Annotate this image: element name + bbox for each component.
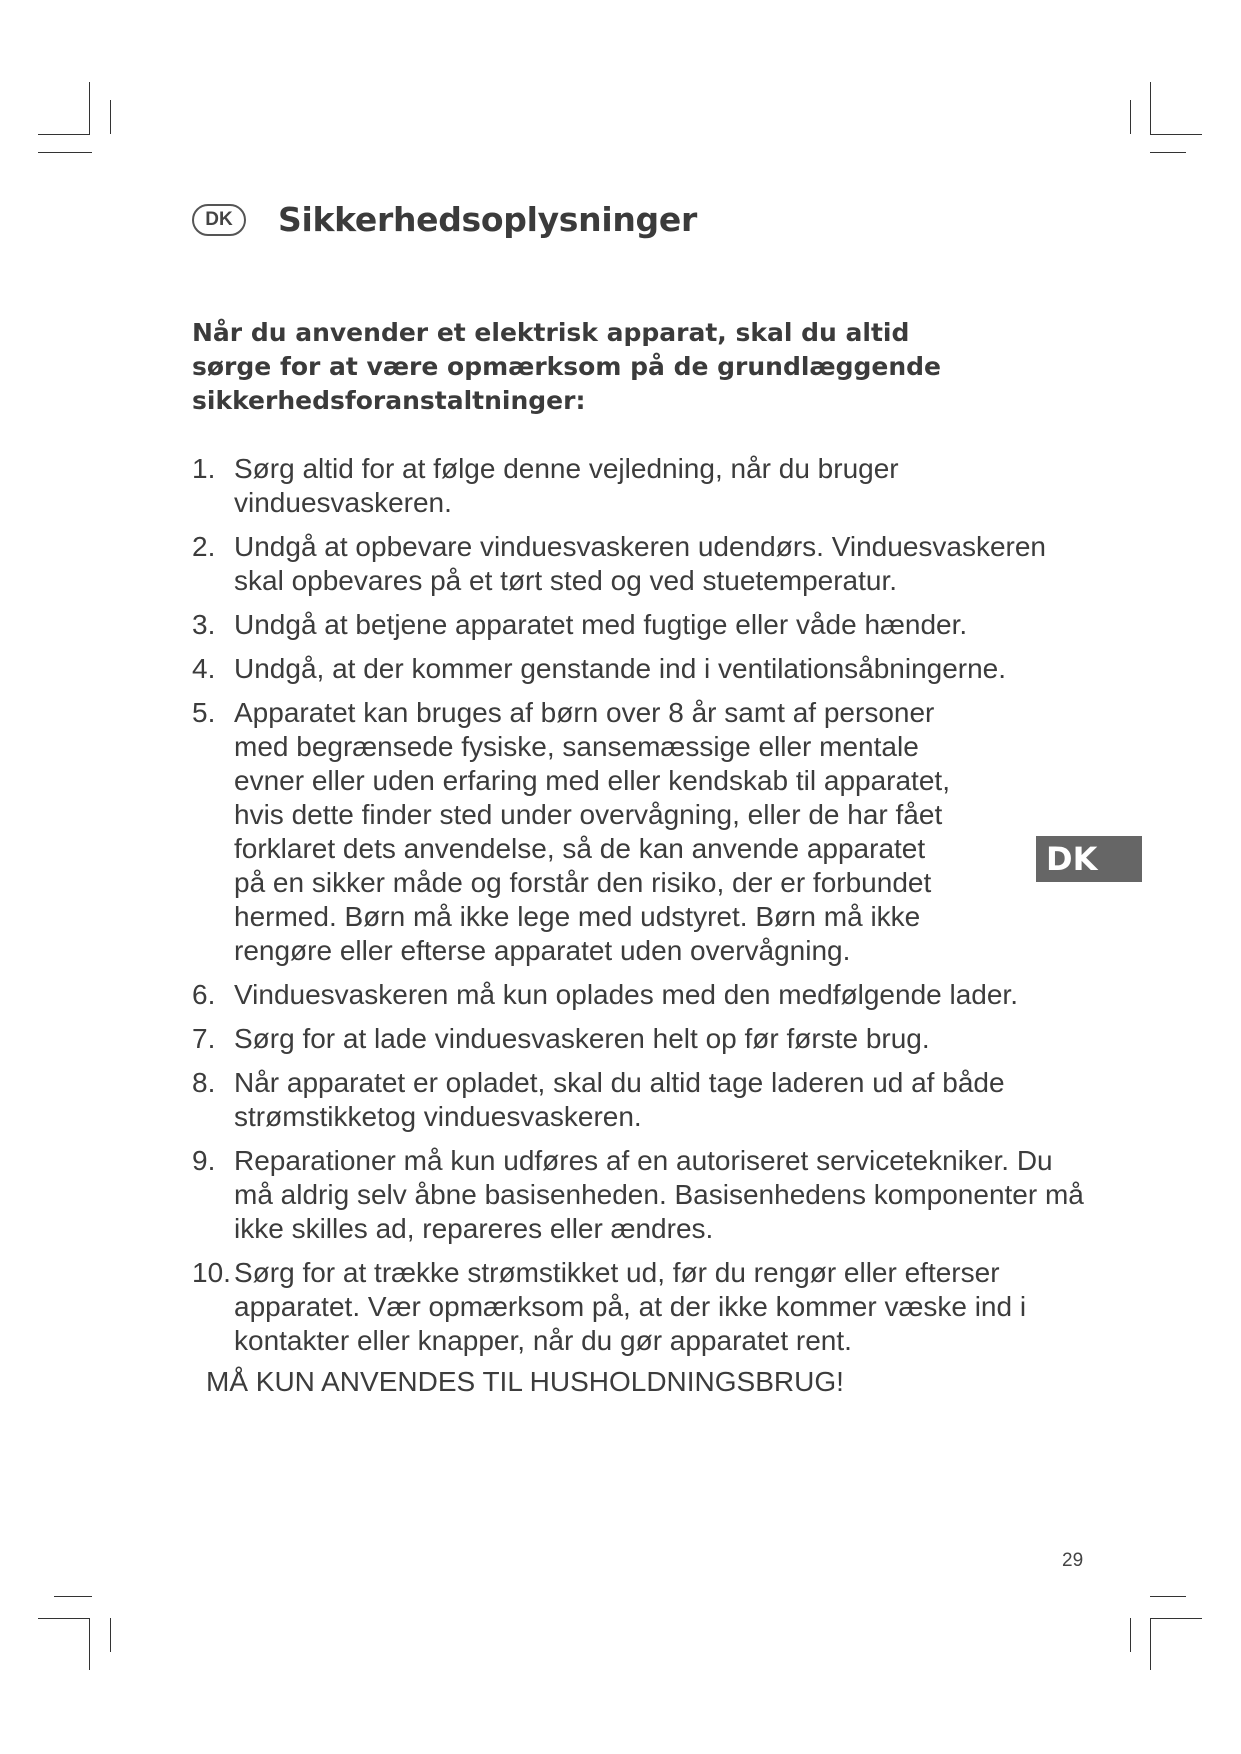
page-number: 29 <box>1062 1550 1084 1571</box>
item-number: 8. <box>192 1067 216 1098</box>
list-item <box>192 608 1092 642</box>
item-text: Sørg for at trække strømstikket ud, før du rengør eller efterser apparatet. Vær opmærksom på, at der ikke kommer væske ind i kontakter eller knapper, når du gør apparatet rent. <box>234 1257 1027 1356</box>
crop-mark <box>89 82 90 134</box>
item-text: Vinduesvaskeren må kun oplades med den medfølgende lader. <box>234 979 1018 1010</box>
list-item <box>192 652 1092 686</box>
list-item <box>192 530 1092 598</box>
item-text: Undgå, at der kommer genstande ind i ventilationsåbningerne. <box>234 653 1007 684</box>
item-number: 10. <box>192 1257 231 1288</box>
crop-mark <box>1130 100 1131 134</box>
page-title: Sikkerhedsoplysninger <box>278 200 697 239</box>
item-text: Undgå at betjene apparatet med fugtige eller våde hænder. <box>234 609 968 640</box>
item-number: 5. <box>192 697 216 728</box>
page-header <box>192 200 697 239</box>
list-item <box>192 452 1092 520</box>
crop-mark <box>1150 82 1151 134</box>
crop-mark <box>38 134 90 135</box>
item-text: Sørg altid for at følge denne vejledning, når du bruger vinduesvaskeren. <box>234 453 899 518</box>
crop-mark <box>1130 1618 1131 1652</box>
list-item <box>192 1144 1092 1246</box>
crop-mark <box>110 1618 111 1652</box>
crop-mark <box>1150 1596 1186 1597</box>
crop-mark <box>1150 1618 1202 1619</box>
crop-mark <box>54 1596 92 1597</box>
crop-mark <box>1150 152 1186 153</box>
item-text: Sørg for at lade vinduesvaskeren helt op før første brug. <box>234 1023 930 1054</box>
item-number: 9. <box>192 1145 216 1176</box>
list-item <box>192 1066 1092 1134</box>
item-text: Reparationer må kun udføres af en autoriseret servicetekniker. Du må aldrig selv åbne basisenheden. Basisenhedens komponenter må ikke skilles ad, repareres eller ændres. <box>234 1145 1084 1244</box>
crop-mark <box>38 152 92 153</box>
crop-mark <box>110 100 111 134</box>
language-badge: DK <box>192 204 246 236</box>
item-text: Apparatet kan bruges af børn over 8 år samt af personer med begrænsede fysiske, sansemæssige eller mentale evner eller uden erfaring med eller kendskab til apparatet, hvis dette finder sted under overvågning, eller de har fået forklaret dets anvendelse, så de kan anvende apparatet på en sikker måde og forstår den risiko, der er forbundet hermed. Børn må ikke lege med udstyret. Børn må ikke rengøre eller efterse apparatet uden overvågning. <box>234 697 950 966</box>
crop-mark <box>1150 1618 1151 1670</box>
item-number: 4. <box>192 653 216 684</box>
language-side-tab: DK <box>1036 836 1142 882</box>
safety-list <box>192 452 1092 1368</box>
item-number: 1. <box>192 453 216 484</box>
list-item <box>192 1256 1092 1358</box>
household-notice: MÅ KUN ANVENDES TIL HUSHOLDNINGSBRUG! <box>206 1366 844 1397</box>
item-number: 2. <box>192 531 216 562</box>
list-item <box>192 1022 1092 1056</box>
item-text: Undgå at opbevare vinduesvaskeren udendørs. Vinduesvaskeren skal opbevares på et tørt sted og ved stuetemperatur. <box>234 531 1046 596</box>
crop-mark <box>89 1618 90 1670</box>
intro-paragraph: Når du anvender et elektrisk apparat, skal du altid sørge for at være opmærksom på de grundlæggende sikkerhedsforanstaltninger: <box>192 318 942 415</box>
list-item <box>192 978 1092 1012</box>
item-number: 6. <box>192 979 216 1010</box>
item-number: 3. <box>192 609 216 640</box>
crop-mark <box>38 1618 90 1619</box>
item-number: 7. <box>192 1023 216 1054</box>
crop-mark <box>1150 134 1202 135</box>
item-text: Når apparatet er opladet, skal du altid tage laderen ud af både strømstikketog vinduesvaskeren. <box>234 1067 1005 1132</box>
list-item <box>192 696 1092 968</box>
